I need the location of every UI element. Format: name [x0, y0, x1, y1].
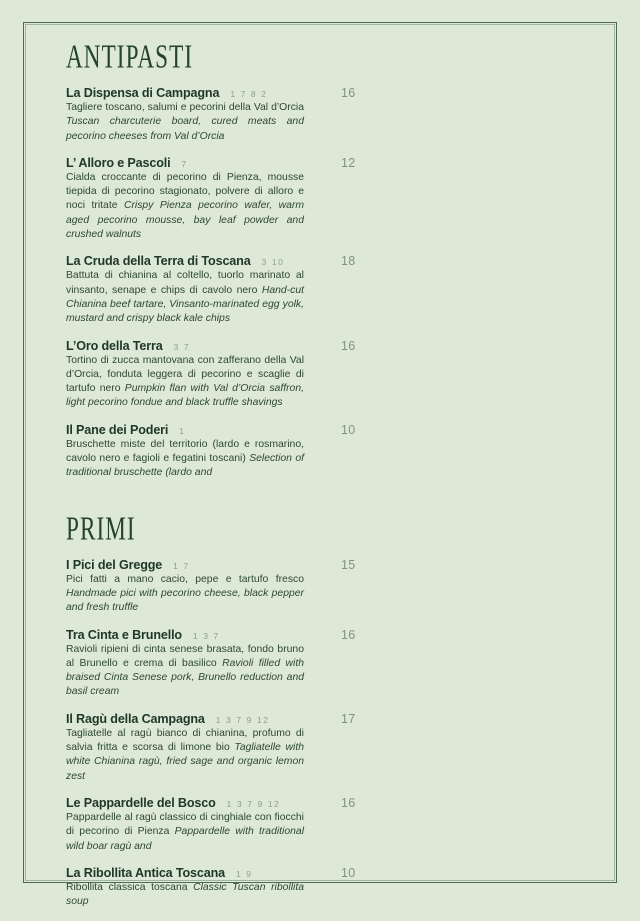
menu-item-price: 16 [341, 795, 356, 810]
menu-item-header [66, 339, 356, 353]
menu-item-allergens: 1 3 7 [192, 630, 220, 641]
menu-item-description [66, 727, 304, 784]
menu-item-allergens: 3 7 [173, 341, 191, 352]
menu-item-description-italian: Pici fatti a mano cacio, pepe e tartufo fresco [66, 573, 304, 585]
menu-item-name: La Cruda della Terra di Toscana [66, 254, 251, 269]
menu-item-name: Tra Cinta e Brunello [66, 627, 182, 642]
menu-item-description-wrapper [66, 354, 356, 411]
menu-item-price: 16 [341, 627, 356, 642]
menu-item-header [66, 628, 356, 642]
menu-item-description-english: Handmade pici with pecorino cheese, black pepper and fresh truffle [66, 587, 304, 614]
menu-item-description [66, 643, 304, 700]
menu-item-header [66, 796, 356, 810]
menu-item-description [66, 881, 304, 910]
menu-item-description-english: Crispy Pienza pecorino wafer, warm aged pecorino mousse, bay leaf powder and crushed walnuts [66, 200, 304, 241]
menu-item-allergens: 3 10 [261, 257, 285, 268]
menu-item [66, 558, 356, 616]
menu-item-description-wrapper [66, 438, 356, 481]
menu-item-allergens: 1 7 8 2 [230, 89, 268, 99]
menu-item-price: 16 [341, 338, 356, 353]
menu-section [66, 40, 356, 481]
menu-item-name: L’Oro della Terra [66, 338, 163, 353]
menu-item-name: Il Ragù della Campagna [66, 711, 205, 726]
menu-item-allergens: 1 9 [236, 868, 253, 879]
menu-item-price: 16 [341, 86, 356, 100]
menu-item-header [66, 866, 356, 880]
menu-item-price: 10 [341, 865, 356, 880]
menu-item [66, 712, 356, 784]
menu-item-description-italian: Tagliatelle al ragù bianco di chianina, profumo di salvia fritta e scorsa di limone bio [66, 727, 304, 754]
menu-item-header [66, 558, 356, 572]
menu-item-description [66, 269, 304, 326]
menu-item-description-english: Pappardelle with traditional wild boar ragù and [66, 826, 304, 852]
menu-item-allergens: 1 [179, 425, 186, 436]
menu-item-description [66, 171, 304, 242]
menu-item [66, 423, 356, 481]
menu-item-description-italian: Tortino di zucca mantovana con zafferano della Val d’Orcia, fonduta leggera di pecorino e scaglie di tartufo nero [66, 354, 304, 395]
menu-item [66, 86, 356, 144]
menu-item-description [66, 811, 304, 854]
menu-item-price: 17 [341, 711, 356, 726]
menu-item-header [66, 254, 356, 268]
menu-item-name: Il Pane dei Poderi [66, 422, 169, 437]
menu-item [66, 796, 356, 854]
menu-item-description-wrapper [66, 269, 356, 326]
menu-item-price: 10 [341, 422, 356, 437]
menu-item-description-wrapper [66, 171, 356, 242]
menu-item-name: L’ Alloro e Pascoli [66, 155, 171, 170]
section-title: PRIMI [66, 510, 136, 548]
menu-item-description-italian: Tagliere toscano, salumi e pecorini della Val d’Orcia [66, 102, 304, 113]
menu-item-description [66, 101, 304, 144]
menu-item-description [66, 438, 304, 481]
menu-item-price: 15 [341, 557, 356, 572]
menu-item [66, 156, 356, 242]
menu-item-description-italian: Pappardelle al ragù classico di cinghiale con fiocchi di pecorino di Pienza [66, 811, 304, 838]
section-title: ANTIPASTI [66, 38, 194, 76]
menu-item [66, 628, 356, 700]
menu-item-description-italian: Ravioli ripieni di cinta senese brasata, fondo bruno al Brunello e crema di basilico [66, 643, 304, 669]
menu-item-header [66, 86, 356, 100]
menu-item [66, 254, 356, 326]
menu-item-description-italian: Battuta di chianina al coltello, tuorlo marinato al vinsanto, senape e chips di cavolo nero [66, 270, 304, 296]
menu-section [66, 512, 356, 910]
menu-item-description-wrapper [66, 727, 356, 784]
menu-content [66, 40, 356, 921]
menu-item-header [66, 156, 356, 170]
menu-item-name: Le Pappardelle del Bosco [66, 795, 216, 810]
menu-item-allergens: 1 3 7 9 12 [215, 714, 270, 725]
menu-item-allergens: 7 [181, 158, 188, 169]
menu-item-header [66, 423, 356, 437]
menu-item-description-italian: Bruschette miste del territorio (lardo e rosmarino, cavolo nero e fagioli e fegatini toscani) [66, 438, 304, 465]
menu-item-description-english: Hand-cut Chianina beef tartare, Vinsanto-marinated egg yolk, mustard and crispy black kale chips [66, 284, 304, 325]
menu-item-description-english: Pumpkin flan with Val d’Orcia saffron, light pecorino fondue and black truffle shavings [66, 383, 304, 409]
menu-item-allergens: 1 3 7 9 12 [226, 798, 281, 809]
menu-item-description-wrapper [66, 643, 356, 700]
menu-item-description-english: Tagliatelle with white Chianina ragù, fried sage and organic lemon zest [66, 742, 304, 782]
menu-item [66, 339, 356, 411]
menu-item-price: 12 [341, 155, 356, 170]
menu-item-description-wrapper [66, 101, 356, 144]
menu-item-description-english: Tuscan charcuterie board, cured meats and pecorino cheeses from Val d’Orcia [66, 116, 304, 142]
menu-item-description-italian: Cialda croccante di pecorino di Pienza, mousse tiepida di pecorino stagionato, polvere di alloro e noci tritate [66, 171, 304, 212]
menu-item-name: La Dispensa di Campagna [66, 86, 220, 100]
menu-item-description-italian: Ribollita classica toscana [66, 881, 194, 893]
menu-item-description [66, 354, 304, 411]
menu-item-price: 18 [341, 254, 356, 269]
menu-item-header [66, 712, 356, 726]
menu-item-description-english: Selection of traditional bruschette (lardo and [66, 453, 304, 479]
menu-item-name: I Pici del Gregge [66, 557, 163, 572]
menu-item-name: La Ribollita Antica Toscana [66, 865, 225, 880]
menu-item-description-english: Classic Tuscan ribollita soup [66, 881, 304, 908]
menu-item-description [66, 573, 304, 616]
menu-item-description-wrapper [66, 573, 356, 616]
menu-item-description-wrapper [66, 811, 356, 854]
menu-item-description-english: Ravioli filled with braised Cinta Senese pork, Brunello reduction and basil cream [66, 657, 304, 698]
menu-item-allergens: 1 7 [173, 560, 190, 571]
menu-item-description-wrapper [66, 881, 356, 910]
menu-item [66, 866, 356, 910]
